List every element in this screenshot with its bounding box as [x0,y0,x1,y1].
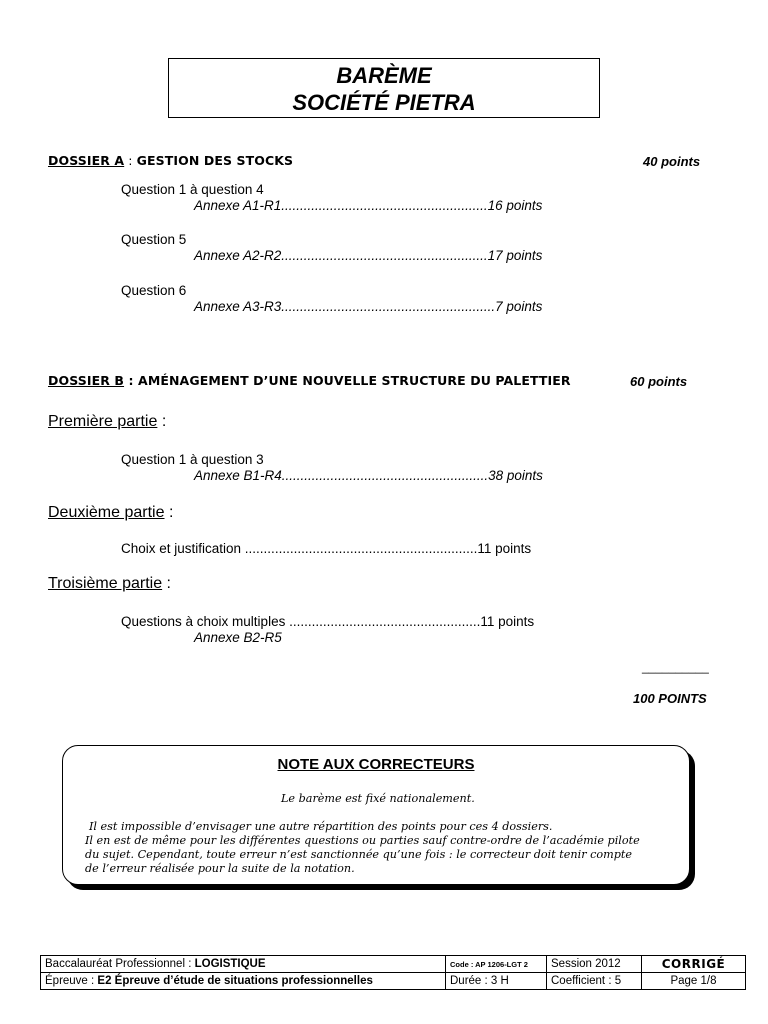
dossier-a-title: GESTION DES STOCKS [136,153,294,168]
footer-page: Page 1/8 [642,973,746,990]
part-1-annex: Annexe B1-R4.......................................................38 points [194,468,543,483]
total-points: 100 POINTS [633,691,707,706]
note-para-4: de l’erreur réalisée pour la suite de la notation. [85,862,355,875]
footer-session: Session 2012 [547,956,642,973]
title-line-1: BARÈME [336,63,432,88]
part-2-suffix: : [164,504,174,521]
dossier-a-question-2: Question 5 [121,232,187,247]
title-line-2: SOCIÉTÉ PIETRA [292,90,476,115]
note-box [62,745,690,885]
dossier-a-annex-1: Annexe A1-R1.......................................................16 points [194,198,543,213]
footer-corrige: CORRIGÉ [642,956,746,973]
part-1-suffix: : [157,413,167,430]
part-3-suffix: : [162,575,171,592]
part-1-question: Question 1 à question 3 [121,452,264,467]
dossier-a-sep: : [124,153,137,168]
dossier-a-question-3: Question 6 [121,283,187,298]
note-line-1: Le barème est fixé nationalement. [281,792,475,805]
footer-epreuve-prefix: Épreuve : [45,975,98,987]
part-3-label: Troisième partie [48,575,163,592]
note-para-3: du sujet. Cependant, toute erreur n’est sanctionnée qu’une fois : le correcteur doit tenir compte [85,848,632,861]
part-3-annex: Annexe B2-R5 [194,630,282,645]
dossier-a-points: 40 points [643,154,701,169]
part-1-label: Première partie [48,413,158,430]
footer-code: Code : AP 1206-LGT 2 [446,956,547,973]
footer-exam-prefix: Baccalauréat Professionnel : [45,958,195,970]
dossier-a-heading [48,153,293,168]
footer-table [40,955,746,990]
footer-coef: Coefficient : 5 [547,973,642,990]
dossier-b-title: : AMÉNAGEMENT D’UNE NOUVELLE STRUCTURE DU PALETTIER [124,373,571,388]
footer-epreuve-cell [41,973,446,990]
dossier-a-annex-3: Annexe A3-R3.........................................................7 points [194,299,543,314]
part-1-heading [48,413,166,431]
note-para-1: Il est impossible d’envisager une autre répartition des points pour ces 4 dossiers. [89,820,553,833]
note-title: NOTE AUX CORRECTEURS [277,756,475,773]
dossier-b-label: DOSSIER B [48,373,125,388]
note-para-2: Il en est de même pour les différentes questions ou parties sauf contre-ordre de l’académie pilote [85,834,640,847]
part-2-heading [48,504,173,522]
part-3-line: Questions à choix multiples ...................................................11 points [121,614,535,629]
footer-row-1 [41,956,746,973]
footer-exam-cell [41,956,446,973]
part-3-heading [48,575,171,593]
footer-epreuve-name: E2 Épreuve d’étude de situations professionnelles [97,975,373,987]
footer-exam-name: LOGISTIQUE [194,958,266,970]
dossier-b-heading [48,373,571,388]
footer-duree: Durée : 3 H [446,973,547,990]
title-box [168,58,600,118]
dossier-a-question-1: Question 1 à question 4 [121,182,264,197]
dossier-a-label: DOSSIER A [48,153,125,168]
dossier-b-points: 60 points [630,374,688,389]
footer-row-2 [41,973,746,990]
part-2-line: Choix et justification ..............................................................11 points [121,541,532,556]
part-2-label: Deuxième partie [48,504,165,521]
total-rule: __________ [642,660,709,674]
dossier-a-annex-2: Annexe A2-R2.......................................................17 points [194,248,543,263]
